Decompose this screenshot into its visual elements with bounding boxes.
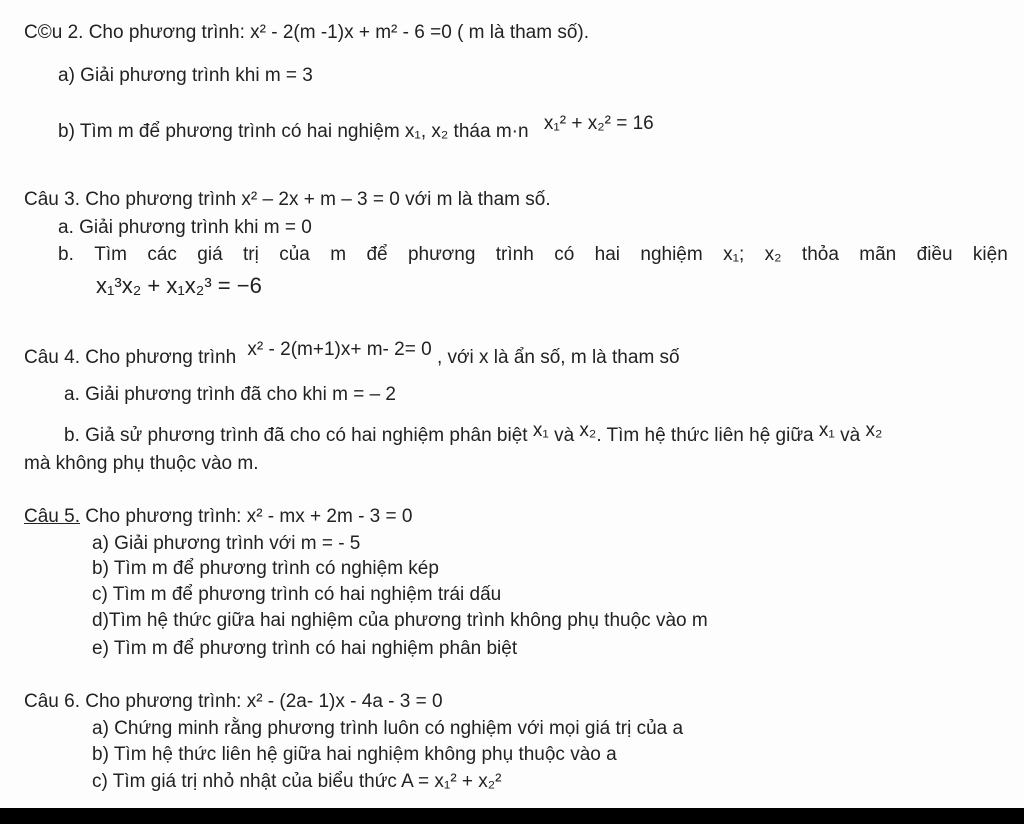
- q5-equation: x² - mx + 2m - 3 = 0: [246, 506, 413, 527]
- q2-part-b: [58, 113, 654, 144]
- q3-b-word: mãn: [859, 244, 897, 265]
- q3-b-word: nghiệm: [640, 244, 703, 265]
- q5-title2: Cho phương trình:: [85, 506, 242, 527]
- q2-part-b-condition: x₁² + x₂² = 16: [543, 113, 654, 134]
- q3-b-word: Tìm: [94, 244, 127, 265]
- q3-b-word: các: [147, 244, 177, 265]
- q4-part-b: [64, 420, 883, 448]
- q6-title: Câu 6. Cho phương trình:: [24, 691, 242, 712]
- q4-equation: x² - 2(m+1)x+ m- 2= 0: [247, 339, 432, 360]
- q4-note: , với x là ẩn số, m là tham số: [436, 347, 680, 368]
- q4-and-second: và: [840, 425, 861, 446]
- q3-b-word: của: [279, 244, 310, 265]
- q4-x2-second: x₂: [865, 420, 883, 441]
- q3-b-word: để: [366, 244, 388, 265]
- q6-part-b: b) Tìm hệ thức liên hệ giữa hai nghiệm không phụ thuộc vào a: [92, 744, 617, 765]
- q5-part-a: a) Giải phương trình với m = - 5: [92, 533, 361, 554]
- q4-b-text1: b. Giả sử phương trình đã cho có hai nghiệm phân biệt: [64, 425, 528, 446]
- q3-b-word: trị: [243, 244, 259, 265]
- q2-note: ( m là tham số).: [457, 22, 590, 43]
- q4-x1: x₁: [532, 420, 549, 441]
- q4-x1-second: x₁: [818, 420, 835, 441]
- bottom-black-bar: [0, 808, 1024, 824]
- q4-part-b-cont: mà không phụ thuộc vào m.: [24, 453, 259, 474]
- q5-part-b: b) Tìm m để phương trình có nghiệm kép: [92, 558, 439, 579]
- q4-title-line: [24, 339, 680, 370]
- q3-b-word: thỏa: [801, 244, 839, 265]
- q3-note: với m là tham số.: [405, 189, 551, 210]
- q3-part-b: [58, 243, 1008, 267]
- q5-part-e: e) Tìm m để phương trình có hai nghiệm phân biệt: [92, 638, 518, 659]
- q4-x2: x₂: [579, 420, 597, 441]
- q3-b-word: trình: [495, 244, 534, 265]
- q3-b-word: giá: [197, 244, 223, 265]
- q3-b-word: b.: [58, 244, 74, 265]
- q5-part-c: c) Tìm m để phương trình có hai nghiệm trái dấu: [92, 584, 502, 605]
- q2-part-a: a) Giải phương trình khi m = 3: [58, 65, 313, 86]
- q6-equation: x² - (2a- 1)x - 4a - 3 = 0: [246, 691, 443, 712]
- q3-equation: x² – 2x + m – 3 = 0: [241, 189, 400, 210]
- q3-b-word: phương: [407, 244, 476, 265]
- q2-title: C©u 2. Cho phương trình:: [24, 22, 245, 43]
- q6-part-a: a) Chứng minh rằng phương trình luôn có nghiệm với mọi giá trị của a: [92, 718, 684, 739]
- q3-b-word: điều: [916, 244, 953, 265]
- q3-b-word: x₂: [764, 244, 782, 265]
- q6-title-line: [24, 690, 443, 714]
- q2-equation: x² - 2(m -1)x + m² - 6 =0: [250, 22, 452, 43]
- q3-title-line: [24, 188, 551, 212]
- q3-b-word: m: [330, 244, 347, 265]
- q3-b-word: x₁;: [723, 244, 745, 265]
- q4-part-a: a. Giải phương trình đã cho khi m = – 2: [64, 384, 396, 405]
- q3-b-word: hai: [594, 244, 620, 265]
- q4-b-text2: . Tìm hệ thức liên hệ giữa: [596, 425, 814, 446]
- q2-title-line: [24, 21, 589, 45]
- q5-title-line: [24, 505, 412, 529]
- q2-part-b-text: b) Tìm m để phương trình có hai nghiệm x₁, x₂ tháa m·n: [58, 121, 529, 142]
- q6-part-c: c) Tìm giá trị nhỏ nhật của biểu thức A = x₁² + x₂²: [92, 771, 502, 792]
- q3-part-a: a. Giải phương trình khi m = 0: [58, 217, 312, 238]
- q5-title: Câu 5.: [24, 506, 80, 527]
- q3-b-word: có: [554, 244, 575, 265]
- q4-title: Câu 4. Cho phương trình: [24, 347, 237, 368]
- q3-part-b-condition: x₁³x₂ + x₁x₂³ = −6: [96, 273, 262, 298]
- q5-part-d: d)Tìm hệ thức giữa hai nghiệm của phương trình không phụ thuộc vào m: [92, 610, 708, 631]
- q3-title: Câu 3. Cho phương trình: [24, 189, 237, 210]
- q4-and: và: [554, 425, 575, 446]
- q3-b-word: kiện: [972, 244, 1008, 265]
